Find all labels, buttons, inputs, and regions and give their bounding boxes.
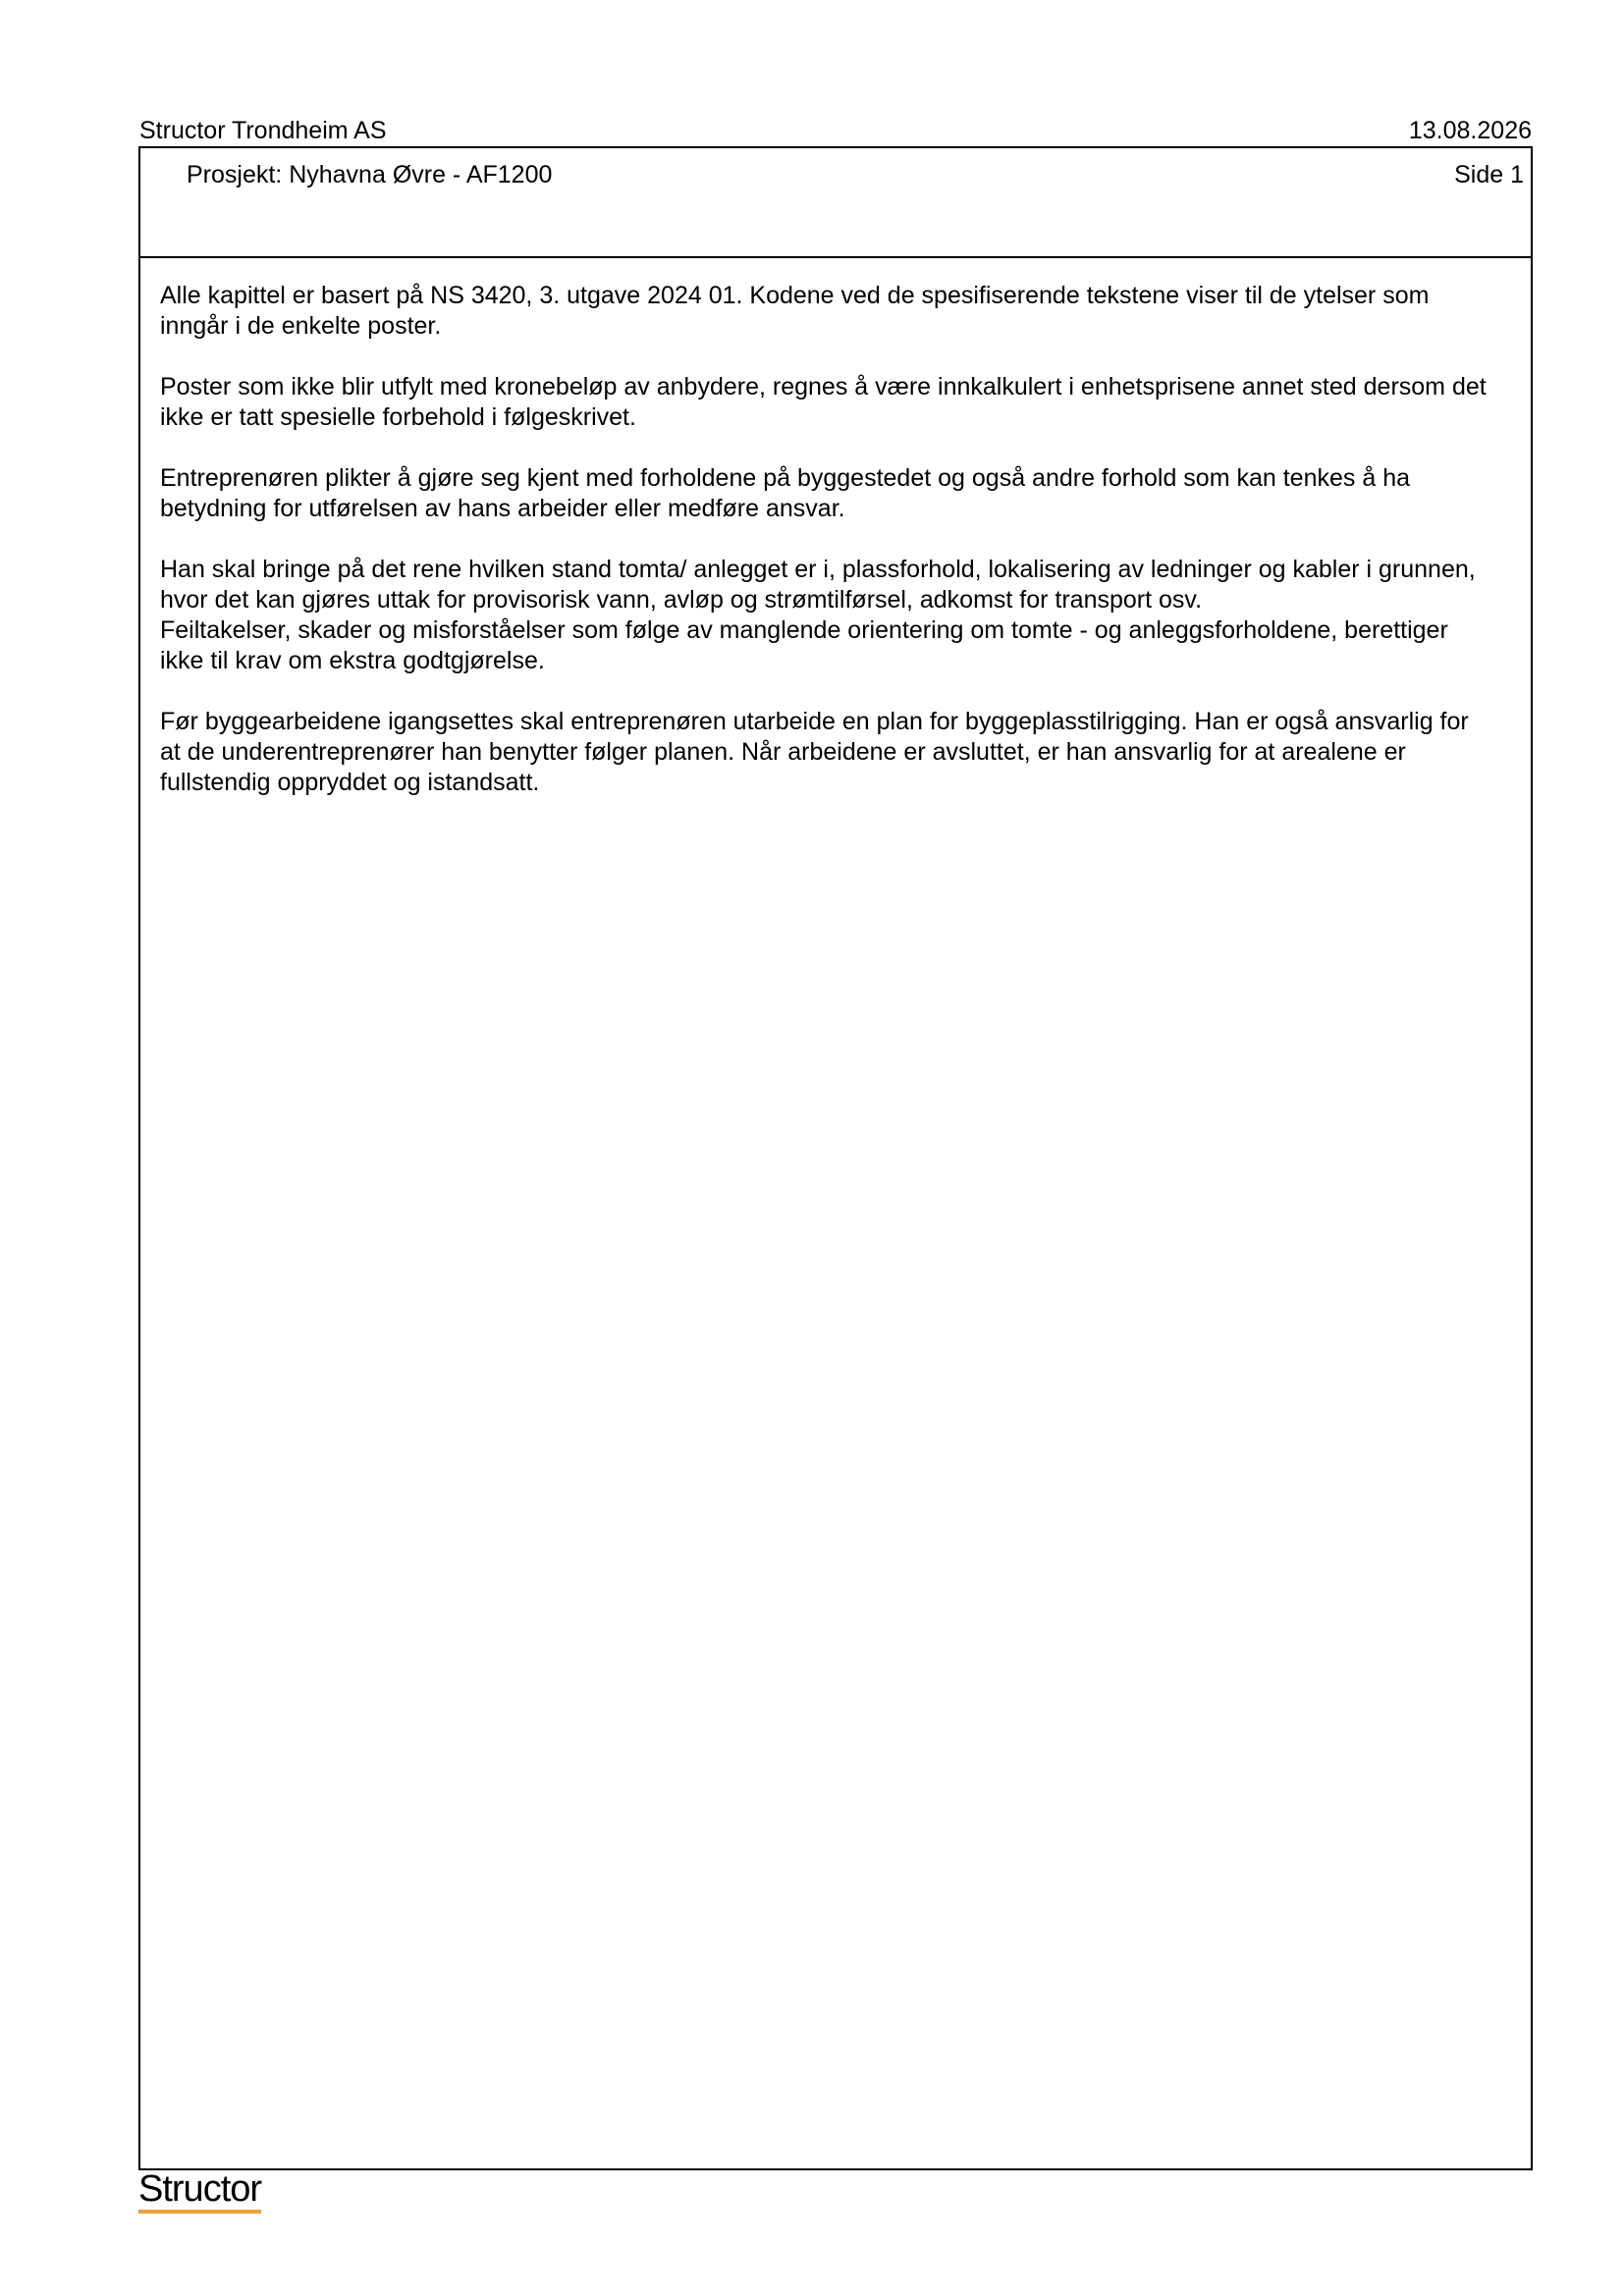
paragraph-rigging: Før byggearbeidene igangsettes skal entreprenøren utarbeide en plan for byggeplasstilrigging. Han er også ansvarlig for at de underentreprenører han benytter følger planen. Når arbeidene er avsluttet, er han ansvarlig for at arealene er fullstendig oppryddet og istandsatt. (160, 708, 1469, 796)
structor-logo: Structor (138, 2169, 261, 2214)
document-date: 13.08.2026 (1408, 117, 1532, 144)
frame-header (140, 148, 1531, 258)
paragraph-poster: Poster som ikke blir utfylt med kronebeløp av anbydere, regnes å være innkalkulert i enhetsprisene annet sted dersom det ikke er tatt spesielle forbehold i følgeskrivet. (160, 373, 1487, 431)
paragraph-feiltakelser: Feiltakelser, skader og misforståelser som følge av manglende orientering om tomte - og anleggsforholdene, berettiger ikke til krav om ekstra godtgjørelse. (160, 616, 1448, 674)
paragraph-tomt: Han skal bringe på det rene hvilken stand tomta/ anlegget er i, plassforhold, lokalisering av ledninger og kabler i grunnen, hvor det kan gjøres uttak for provisorisk vann, avløp og strømtilførsel, adkomst for transport osv. (160, 556, 1476, 614)
company-name: Structor Trondheim AS (139, 117, 387, 144)
page-number: Side 1 (1454, 161, 1524, 188)
paragraph-entreprenor: Entreprenøren plikter å gjøre seg kjent med forholdene på byggestedet og også andre forhold som kan tenkes å ha betydning for utførelsen av hans arbeider eller medføre ansvar. (160, 464, 1410, 522)
project-title: Prosjekt: Nyhavna Øvre - AF1200 (187, 161, 553, 188)
paragraph-ns3420: Alle kapittel er basert på NS 3420, 3. utgave 2024 01. Kodene ved de spesifiserende tekstene viser til de ytelser som inngår i de enkelte poster. (160, 282, 1430, 340)
document-body (160, 281, 1491, 828)
page-frame (138, 146, 1533, 2170)
